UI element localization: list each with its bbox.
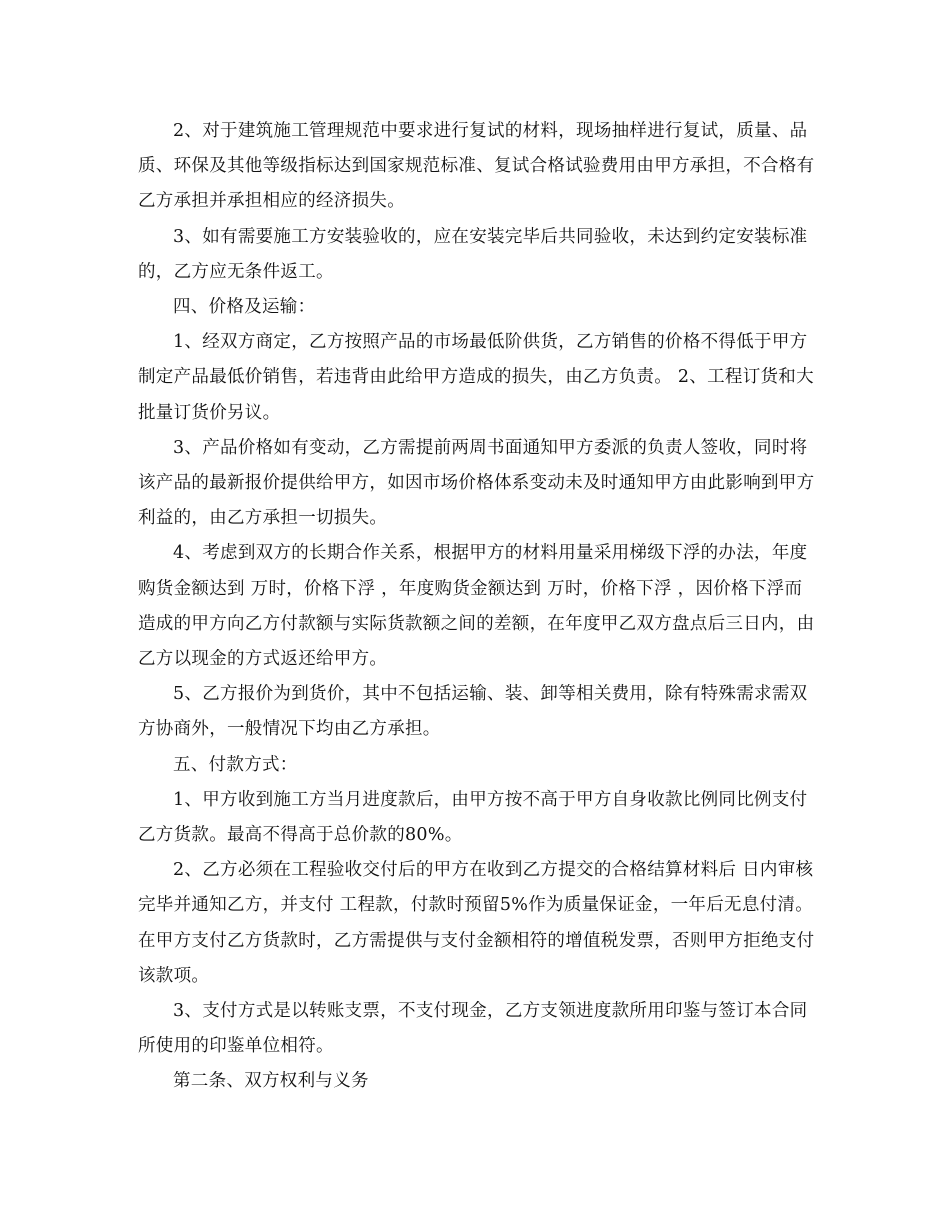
paragraph-retest-materials: 2、对于建筑施工管理规范中要求进行复试的材料，现场抽样进行复试，质量、品质、环保及其他等级指标达到国家规范标准、复试合格试验费用由甲方承担，不合格有乙方承担并承担相应的经济损失。	[138, 121, 815, 212]
section-heading-price-transport: 四、价格及运输：	[173, 297, 316, 318]
section-heading-payment-method: 五、付款方式：	[173, 754, 298, 775]
paragraph-payment-form: 3、支付方式是以转账支票，不支付现金，乙方支领进度款所用印鉴与签订本合同所使用的印鉴单位相符。	[138, 1001, 808, 1057]
paragraph-lowest-price: 1、经双方商定，乙方按照产品的市场最低阶供货，乙方销售的价格不得低于甲方制定产品最低价销售，若违背由此给甲方造成的损失，由乙方负责。 2、工程订货和大批量订货价另议。	[138, 332, 814, 423]
paragraph-price-change: 3、产品价格如有变动，乙方需提前两周书面通知甲方委派的负责人签收，同时将该产品的最新报价提供给甲方，如因市场价格体系变动未及时通知甲方由此影响到甲方利益的，由乙方承担一切损失。	[138, 437, 815, 529]
paragraph-settlement-review: 2、乙方必须在工程验收交付后的甲方在收到乙方提交的合格结算材料后 日内审核完毕并通知乙方，并支付 工程款，付款时预留5%作为质量保证金，一年后无息付清。在甲方支付乙方货款时，乙方需提供与支付金额相符的增值税发票，否则甲方拒绝支付该款项。	[138, 860, 815, 986]
paragraph-delivery-price: 5、乙方报价为到货价，其中不包括运输、装、卸等相关费用，除有特殊需求需双方协商外，一般情况下均由乙方承担。	[138, 684, 808, 740]
paragraph-installation-acceptance: 3、如有需要施工方安装验收的，应在安装完毕后共同验收，未达到约定安装标准的，乙方应无条件返工。	[138, 226, 808, 282]
section-heading-rights-obligations: 第二条、双方权利与义务	[173, 1071, 369, 1092]
paragraph-tiered-discount: 4、考虑到双方的长期合作关系，根据甲方的材料用量采用梯级下浮的办法，年度购货金额达到 万时，价格下浮 ，年度购货金额达到 万时，价格下浮 ，因价格下浮而造成的甲方向乙方付款额与实际货款额之间的差额，在年度甲乙双方盘点后三日内，由乙方以现金的方式返还给甲方。	[138, 543, 815, 670]
paragraph-progress-payment: 1、甲方收到施工方当月进度款后，由甲方按不高于甲方自身收款比例同比例支付乙方货款。最高不得高于总价款的80%。	[138, 789, 808, 846]
document-body	[138, 114, 818, 1100]
